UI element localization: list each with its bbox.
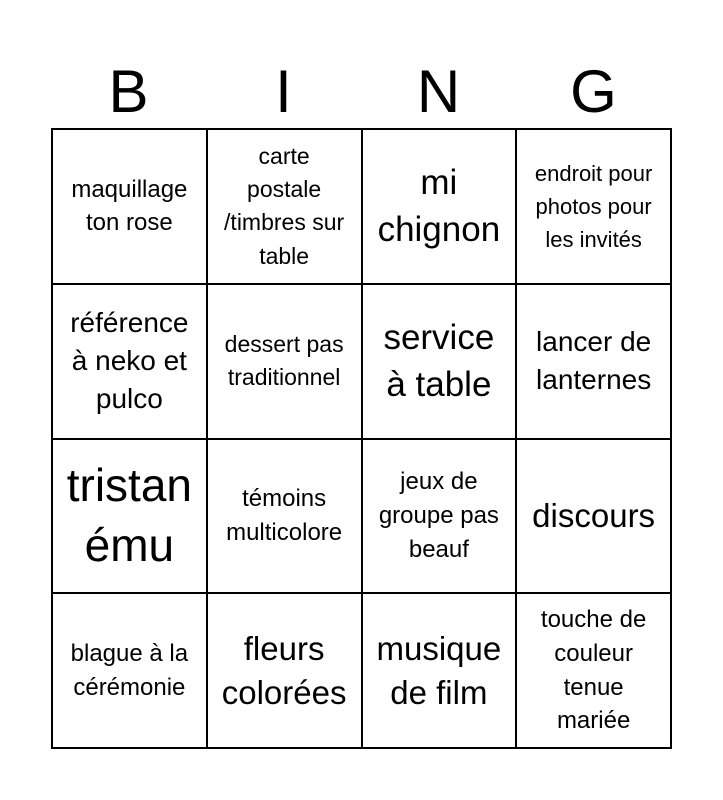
bingo-cell[interactable] [517, 285, 672, 440]
cell-text: jeux de groupe pas beauf [378, 468, 499, 563]
bingo-cell[interactable] [517, 130, 672, 285]
bingo-cell[interactable] [53, 130, 208, 285]
bingo-cell[interactable] [208, 130, 363, 285]
cell-text: blague à la cérémonie [70, 640, 189, 701]
bingo-cell[interactable] [517, 594, 672, 749]
cell-text: touche de couleur tenue mariée [540, 606, 647, 735]
cell-text: discours [532, 496, 656, 534]
cell-text: fleurs colorées [221, 629, 347, 711]
cell-text: mi chignon [377, 163, 501, 250]
header-letter: N [416, 58, 461, 125]
cell-text: tristan ému [66, 459, 192, 571]
cell-text: service à table [383, 317, 495, 405]
bingo-cell[interactable] [53, 440, 208, 595]
bingo-cell[interactable] [363, 594, 518, 749]
bingo-cell[interactable] [517, 440, 672, 595]
header-letter: I [275, 58, 292, 125]
bingo-cell[interactable] [208, 440, 363, 595]
cell-text: endroit pour photos pour les invités [534, 160, 653, 252]
bingo-cell[interactable] [363, 130, 518, 285]
bingo-cell[interactable] [208, 285, 363, 440]
bingo-header [51, 58, 671, 126]
header-letter: B [108, 58, 149, 125]
cell-text: carte postale /timbres sur table [224, 142, 345, 269]
bingo-cell[interactable] [208, 594, 363, 749]
bingo-cell[interactable] [363, 440, 518, 595]
bingo-grid [51, 128, 672, 749]
cell-text: maquillage ton rose [71, 175, 188, 237]
header-letter: G [570, 58, 617, 125]
cell-text: dessert pas traditionnel [224, 330, 344, 391]
cell-text: lancer de lanternes [536, 326, 652, 396]
cell-text: musique de film [376, 629, 502, 711]
cell-text: témoins multicolore [226, 485, 343, 546]
bingo-cell[interactable] [53, 285, 208, 440]
bingo-cell[interactable] [363, 285, 518, 440]
cell-text: référence à neko et pulco [70, 307, 189, 415]
bingo-cell[interactable] [53, 594, 208, 749]
